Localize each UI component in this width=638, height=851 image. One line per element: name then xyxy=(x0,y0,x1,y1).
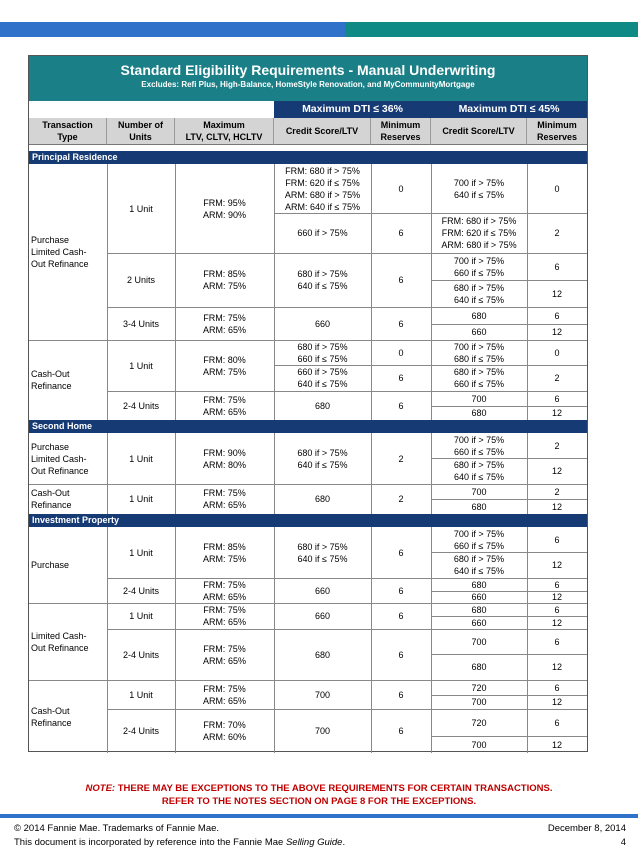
table-cell: 12 xyxy=(551,662,562,672)
table-cell: ARM: 65% xyxy=(202,324,246,335)
table-cell: FRM: 75% xyxy=(203,579,246,590)
table-cell: 2 xyxy=(398,494,404,504)
section-second-home: Second Home xyxy=(29,420,587,433)
header-max-ltv: Maximum LTV, CLTV, HCLTV xyxy=(175,118,274,145)
grid-line xyxy=(431,736,587,737)
table-cell: FRM: 680 if > 75% xyxy=(285,165,360,176)
table-cell: FRM: 620 if ≤ 75% xyxy=(441,228,517,238)
table-cell: 640 if ≤ 75% xyxy=(454,472,504,482)
grid-line xyxy=(431,324,587,325)
table-cell: 680 xyxy=(314,649,331,660)
table-cell: 6 xyxy=(398,275,404,285)
grid-line xyxy=(107,527,108,753)
grid-line xyxy=(107,307,587,308)
table-cell: 6 xyxy=(554,261,560,272)
table-cell: 0 xyxy=(398,183,404,194)
table-cell: 660 xyxy=(314,585,331,596)
table-cell: 660 if ≤ 75% xyxy=(454,379,504,389)
footer-right xyxy=(548,822,626,850)
table-cell: 680 if > 75% xyxy=(297,541,348,552)
table-cell: 660 if > 75% xyxy=(297,228,348,238)
table-cell: 700 xyxy=(471,697,487,707)
table-cell: 6 xyxy=(398,373,404,383)
table-cell: 640 if ≤ 75% xyxy=(297,553,348,564)
table-cell: FRM: 75% xyxy=(203,643,246,654)
table-cell: FRM: 75% xyxy=(203,683,246,694)
table-cell: 660 xyxy=(471,592,487,602)
table-cell: ARM: 65% xyxy=(202,591,246,602)
table-cell: ARM: 680 if > 75% xyxy=(284,189,361,200)
dti-header-row xyxy=(274,101,587,118)
table-cell: 680 xyxy=(314,400,331,411)
note-line-2: REFER TO THE NOTES SECTION ON PAGE 8 FOR THE EXCEPTIONS. xyxy=(161,796,477,807)
table-cell: ARM: 65% xyxy=(202,500,246,510)
table-cell: Limited Cash- xyxy=(31,247,87,257)
table-cell: 700 if > 75% xyxy=(453,341,505,352)
table-cell: Cash-Out xyxy=(31,705,70,716)
table-cell: Refinance xyxy=(31,500,72,510)
top-brand-bar-blue xyxy=(0,22,345,37)
table-cell: 680 xyxy=(471,408,487,418)
table-cell: 700 xyxy=(471,393,487,404)
table-cell: FRM: 95% xyxy=(203,197,246,208)
table-cell: 680 if > 75% xyxy=(453,554,505,564)
table-cell: Out Refinance xyxy=(31,259,89,269)
section-principal-residence: Principal Residence xyxy=(29,151,587,164)
table-cell: 660 xyxy=(314,318,331,329)
table-cell: 700 if > 75% xyxy=(453,434,505,445)
table-cell: 1 Unit xyxy=(129,453,153,464)
table-cell: 2-4 Units xyxy=(122,726,159,736)
table-cell: 6 xyxy=(398,726,404,736)
table-cell: ARM: 75% xyxy=(202,366,246,377)
table-cell: 12 xyxy=(551,501,562,512)
table-cell: 2 xyxy=(554,440,560,451)
table-cell: 2 xyxy=(554,228,560,238)
table-cell: FRM: 75% xyxy=(203,312,246,323)
grid-line xyxy=(371,527,372,753)
table-cell: 1 Unit xyxy=(129,611,153,621)
note-label: NOTE: xyxy=(85,783,116,794)
table-cell: ARM: 640 if ≤ 75% xyxy=(285,201,360,212)
table-cell: 2 xyxy=(554,486,560,497)
table-cell: ARM: 75% xyxy=(202,281,246,291)
table-cell: 660 if ≤ 75% xyxy=(297,353,348,364)
table-cell: 680 xyxy=(471,579,487,590)
header-number-of-units: Number of Units xyxy=(107,118,175,145)
table-cell: 6 xyxy=(554,636,560,647)
table-cell: Out Refinance xyxy=(31,465,89,476)
table-cell: 680 if > 75% xyxy=(297,341,348,352)
table-cell: 660 if > 75% xyxy=(297,367,348,377)
dti-45-label: Maximum DTI ≤ 45% xyxy=(458,103,560,115)
table-cell: 6 xyxy=(554,604,560,615)
table-cell: 2 Units xyxy=(126,275,155,285)
dti-36-label: Maximum DTI ≤ 36% xyxy=(302,103,403,115)
table-cell: 0 xyxy=(398,347,404,358)
table-cell: ARM: 65% xyxy=(202,695,246,706)
exceptions-note xyxy=(0,782,638,808)
table-cell: 6 xyxy=(398,649,404,660)
note-line-1: THERE MAY BE EXCEPTIONS TO THE ABOVE REQUIREMENTS FOR CERTAIN TRANSACTIONS. xyxy=(115,783,553,794)
header-reserves-2: Minimum Reserves xyxy=(527,118,587,145)
table-cell: FRM: 75% xyxy=(203,605,246,615)
header-transaction-type: Transaction Type xyxy=(29,118,107,145)
footer-page-number: 4 xyxy=(620,837,626,848)
table-cell: 640 if ≤ 75% xyxy=(454,189,504,200)
table-cell: FRM: 75% xyxy=(203,394,246,405)
table-cell: Cash-Out xyxy=(31,488,70,498)
table-cell: 680 xyxy=(314,494,331,504)
table-cell: 6 xyxy=(398,547,404,558)
table-cell: 680 xyxy=(471,310,487,321)
table-cell: 700 if > 75% xyxy=(453,255,505,266)
table-cell: FRM: 85% xyxy=(203,269,246,279)
table-cell: 680 xyxy=(471,662,487,672)
table-cell: 6 xyxy=(398,228,404,238)
table-cell: 640 if ≤ 75% xyxy=(297,379,348,389)
table-cell: 6 xyxy=(398,689,404,700)
table-cell: Limited Cash- xyxy=(31,453,87,464)
table-cell: 640 if ≤ 75% xyxy=(454,294,504,305)
table-cell: ARM: 75% xyxy=(202,553,246,564)
table-cell: 640 if ≤ 75% xyxy=(454,566,504,576)
table-cell: Purchase xyxy=(31,560,70,570)
table-cell: 680 if ≤ 75% xyxy=(454,353,504,364)
table-cell: 660 xyxy=(471,617,487,628)
table-cell: 660 if ≤ 75% xyxy=(454,267,504,278)
table-cell: 6 xyxy=(554,579,560,590)
table-cell: ARM: 80% xyxy=(202,459,246,470)
table-cell: Cash-Out xyxy=(31,369,70,379)
table-cell: 680 if > 75% xyxy=(453,460,505,470)
table-cell: 1 Unit xyxy=(129,547,153,558)
table-cell: Purchase xyxy=(31,235,70,245)
table-cell: 680 if > 75% xyxy=(453,282,505,293)
table-cell: 12 xyxy=(551,560,562,570)
table-cell: 660 xyxy=(471,327,487,337)
table-cell: ARM: 680 if > 75% xyxy=(441,240,517,250)
table-cell: 1 Unit xyxy=(129,360,153,371)
table-cell: 6 xyxy=(554,310,560,321)
table-cell: 660 if ≤ 75% xyxy=(454,540,504,551)
top-brand-bar-green xyxy=(345,22,638,37)
table-cell: 6 xyxy=(398,318,404,329)
table-cell: Out Refinance xyxy=(31,642,89,653)
table-cell: 700 xyxy=(314,689,331,700)
table-cell: FRM: 85% xyxy=(203,541,246,552)
table-cell: 2 xyxy=(398,453,404,464)
header-credit-score-1: Credit Score/LTV xyxy=(274,118,371,145)
table-cell: 700 xyxy=(471,739,487,750)
table-cell: FRM: 70% xyxy=(203,720,246,730)
table-cell: 2-4 Units xyxy=(122,585,159,596)
table-cell: 640 if ≤ 75% xyxy=(297,281,348,291)
table-cell: 2-4 Units xyxy=(122,649,159,660)
table-cell: 700 if > 75% xyxy=(453,177,505,188)
table-cell: 1 Unit xyxy=(129,689,153,700)
table-cell: 660 if ≤ 75% xyxy=(454,446,504,457)
section-investment-property: Investment Property xyxy=(29,514,587,527)
table-cell: 700 xyxy=(314,726,331,736)
table-cell: 680 if > 75% xyxy=(297,269,348,279)
table-cell: ARM: 65% xyxy=(202,655,246,666)
table-cell: 1 Unit xyxy=(129,494,153,504)
footer-left xyxy=(14,822,345,850)
table-cell: ARM: 65% xyxy=(202,406,246,417)
table-cell: 12 xyxy=(551,739,562,750)
table-cell: 640 if ≤ 75% xyxy=(297,459,348,470)
table-cell: 12 xyxy=(551,288,562,299)
table-cell: 12 xyxy=(551,592,562,602)
table-cell: Purchase xyxy=(31,441,70,452)
table-cell: 6 xyxy=(398,400,404,411)
table-cell: 660 xyxy=(314,611,331,621)
table-cell: 680 if > 75% xyxy=(453,367,505,377)
table-cell: Limited Cash- xyxy=(31,630,87,641)
table-cell: 0 xyxy=(554,347,560,358)
table-cell: 6 xyxy=(554,717,560,728)
table-cell: FRM: 80% xyxy=(203,354,246,365)
page-title: Standard Eligibility Requirements - Manual Underwriting xyxy=(120,62,496,78)
table-cell: ARM: 90% xyxy=(202,209,246,220)
table-cell: 6 xyxy=(554,534,560,545)
table-cell: 3-4 Units xyxy=(122,318,159,329)
table-cell: 720 xyxy=(471,682,487,693)
footer-copyright: © 2014 Fannie Mae. Trademarks of Fannie Mae. xyxy=(14,823,220,834)
table-cell: FRM: 620 if ≤ 75% xyxy=(285,177,360,188)
table-cell: 12 xyxy=(551,408,562,418)
grid-line xyxy=(107,629,587,630)
table-cell: 6 xyxy=(554,393,560,404)
header-credit-score-2: Credit Score/LTV xyxy=(431,118,527,145)
table-cell: 6 xyxy=(554,682,560,693)
footer-rule xyxy=(0,814,638,818)
table-cell: 720 xyxy=(471,717,487,728)
grid-line xyxy=(107,709,587,710)
table-cell: 700 xyxy=(471,486,487,497)
grid-line xyxy=(274,213,587,214)
title-block xyxy=(29,56,587,101)
footer-date: December 8, 2014 xyxy=(547,823,626,834)
table-cell: ARM: 65% xyxy=(202,617,246,627)
footer-incorporated: This document is incorporated by reference into the Fannie Mae Selling Guide. xyxy=(14,837,346,848)
table-cell: 12 xyxy=(551,697,562,707)
table-cell: 12 xyxy=(551,617,562,628)
table-cell: 680 xyxy=(471,604,487,615)
page-subtitle: Excludes: Refi Plus, High-Balance, HomeStyle Renovation, and MyCommunityMortgage xyxy=(141,80,475,89)
table-cell: ARM: 60% xyxy=(202,732,246,742)
table-cell: FRM: 680 if > 75% xyxy=(441,216,517,226)
table-cell: 1 Unit xyxy=(129,203,153,214)
table-cell: FRM: 90% xyxy=(203,447,246,458)
grid-line xyxy=(431,654,587,655)
table-cell: 6 xyxy=(398,585,404,596)
table-cell: 6 xyxy=(398,611,404,621)
header-reserves-1: Minimum Reserves xyxy=(371,118,431,145)
table-cell: 680 if > 75% xyxy=(297,447,348,458)
table-cell: FRM: 75% xyxy=(203,488,246,498)
table-cell: 12 xyxy=(551,327,562,337)
table-cell: Refinance xyxy=(31,717,72,728)
table-cell: 700 xyxy=(471,636,487,647)
table-cell: 2 xyxy=(554,373,560,383)
table-cell: Refinance xyxy=(31,381,72,391)
table-cell: 2-4 Units xyxy=(122,400,159,411)
eligibility-table xyxy=(28,55,588,752)
table-cell: 680 xyxy=(471,501,487,512)
table-cell: 700 if > 75% xyxy=(453,528,505,539)
table-cell: 12 xyxy=(551,466,562,476)
table-cell: 0 xyxy=(554,183,560,194)
